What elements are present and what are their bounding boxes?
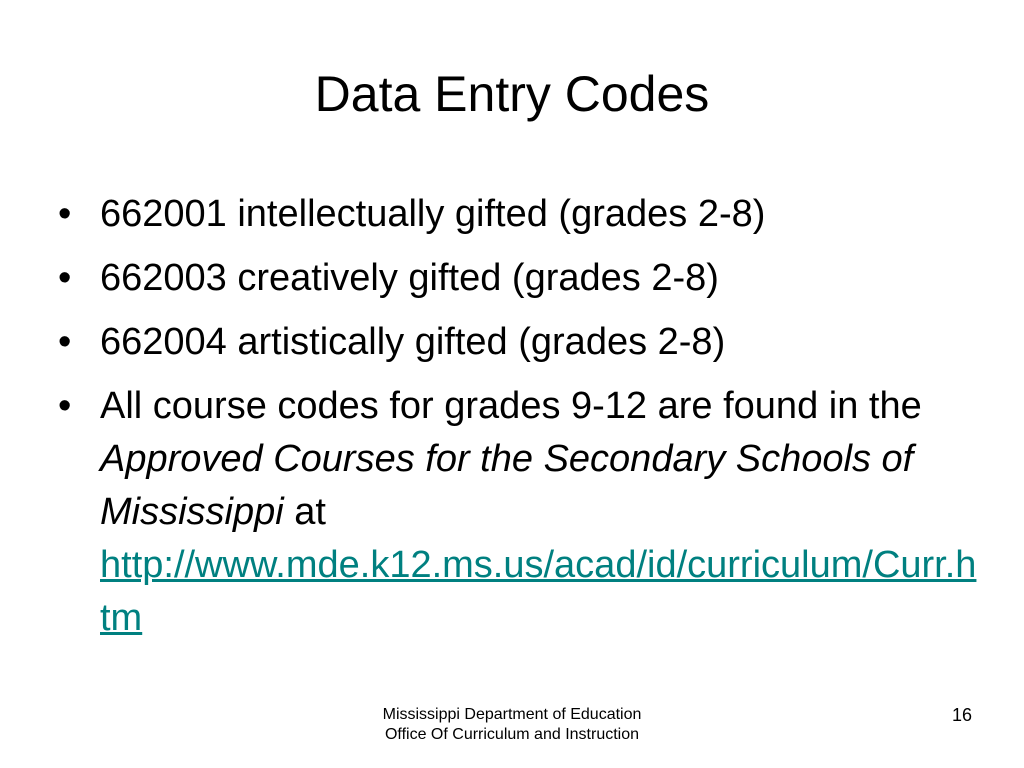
bullet-text-middle: at — [283, 491, 326, 533]
bullet-list — [58, 188, 978, 656]
footer-office: Office Of Curriculum and Instruction — [384, 726, 640, 743]
bullet-item-662003 — [58, 252, 978, 305]
bullet-dot-icon: • — [58, 257, 72, 299]
footer-department: Mississippi Department of Education — [382, 706, 642, 723]
bullet-text: 662001 intellectually gifted (grades 2-8) — [100, 193, 766, 235]
bullet-text: 662003 creatively gifted (grades 2-8) — [100, 257, 719, 299]
approved-courses-title: Approved Courses for the Secondary Schools of Mississippi — [100, 438, 914, 533]
page-number: 16 — [951, 705, 972, 725]
bullet-item-662004 — [58, 316, 978, 369]
bullet-dot-icon: • — [58, 193, 72, 235]
footer — [312, 705, 712, 745]
bullet-item-course-codes — [58, 380, 978, 645]
slide-title: Data Entry Codes — [314, 66, 710, 122]
bullet-text: 662004 artistically gifted (grades 2-8) — [100, 321, 726, 363]
bullet-dot-icon: • — [58, 321, 72, 363]
curriculum-link[interactable]: http://www.mde.k12.ms.us/acad/id/curriculum/Curr.htm — [100, 544, 977, 639]
bullet-text-prefix: All course codes for grades 9-12 are found in the — [100, 385, 922, 427]
bullet-dot-icon: • — [58, 385, 72, 427]
bullet-item-662001 — [58, 188, 978, 241]
